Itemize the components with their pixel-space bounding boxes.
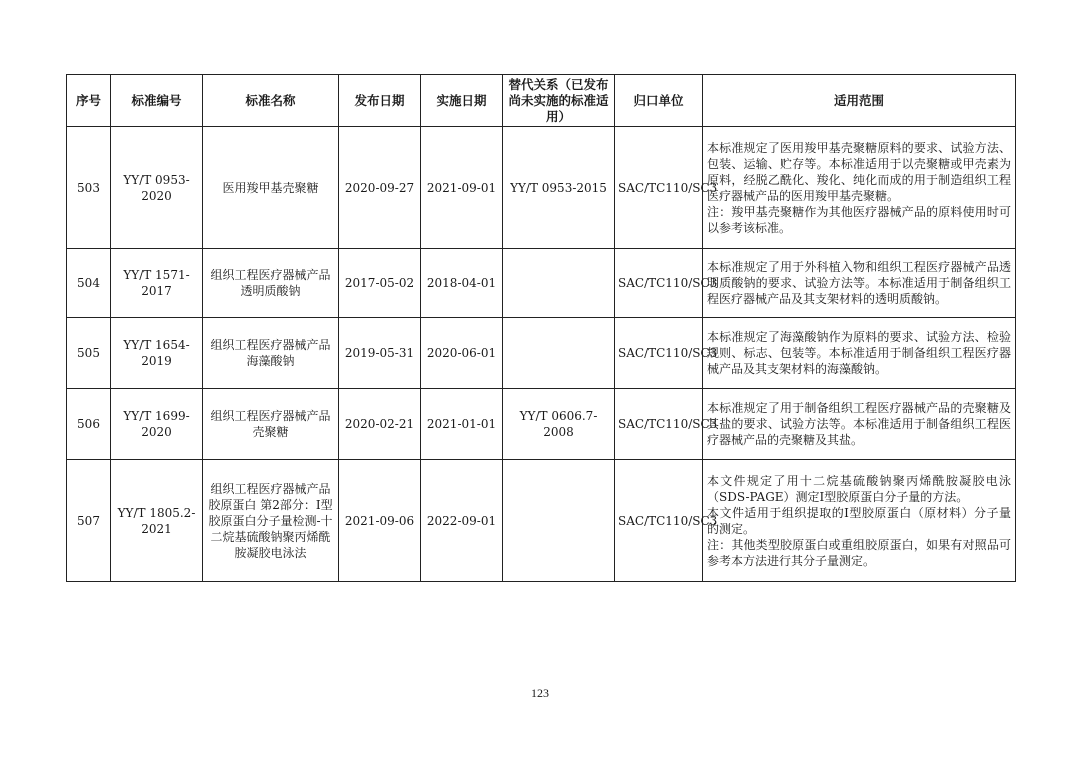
cell-replace [503,318,615,389]
cell-unit: SAC/TC110/SC3 [615,460,703,582]
cell-scope [703,460,1016,582]
cell-implement: 2022-09-01 [421,460,503,582]
cell-seq: 503 [67,127,111,249]
cell-replace [503,460,615,582]
header-row [67,75,1016,127]
header-seq: 序号 [67,75,111,127]
cell-code: YY/T 1571-2017 [111,249,203,318]
scope-paragraph: 本标准规定了用于制备组织工程医疗器械产品的壳聚糖及其盐的要求、试验方法等。本标准适用于制备组织工程医疗器械产品的壳聚糖及其盐。 [707,401,1011,447]
scope-note: 注：羧甲基壳聚糖作为其他医疗器械产品的原料使用时可以参考该标准。 [707,204,1011,235]
cell-replace: YY/T 0953-2015 [503,127,615,249]
cell-unit: SAC/TC110/SC3 [615,389,703,460]
cell-seq: 506 [67,389,111,460]
table-row [67,127,1016,249]
header-code: 标准编号 [111,75,203,127]
cell-unit: SAC/TC110/SC3 [615,127,703,249]
cell-publish: 2019-05-31 [339,318,421,389]
cell-publish: 2020-09-27 [339,127,421,249]
scope-paragraph: 本文件规定了用十二烷基硫酸钠聚丙烯酰胺凝胶电泳（SDS-PAGE）测定I型胶原蛋白分子量的方法。 [707,473,1011,504]
header-unit: 归口单位 [615,75,703,127]
cell-name: 组织工程医疗器械产品 海藻酸钠 [203,318,339,389]
header-scope: 适用范围 [703,75,1016,127]
cell-implement: 2021-09-01 [421,127,503,249]
cell-replace [503,249,615,318]
cell-seq: 504 [67,249,111,318]
cell-unit: SAC/TC110/SC3 [615,249,703,318]
standards-table [66,74,1016,582]
table-row [67,249,1016,318]
header-replace: 替代关系（已发布尚未实施的标准适用） [503,75,615,127]
cell-unit: SAC/TC110/SC3 [615,318,703,389]
cell-publish: 2020-02-21 [339,389,421,460]
scope-paragraph: 本标准规定了海藻酸钠作为原料的要求、试验方法、检验规则、标志、包装等。本标准适用于制备组织工程医疗器械产品及其支架材料的海藻酸钠。 [707,330,1011,376]
cell-implement: 2018-04-01 [421,249,503,318]
cell-code: YY/T 1805.2-2021 [111,460,203,582]
cell-replace: YY/T 0606.7-2008 [503,389,615,460]
cell-code: YY/T 1654-2019 [111,318,203,389]
cell-scope [703,389,1016,460]
table-row [67,318,1016,389]
cell-implement: 2021-01-01 [421,389,503,460]
scope-paragraph: 本标准规定了医用羧甲基壳聚糖原料的要求、试验方法、包装、运输、贮存等。本标准适用于以壳聚糖或甲壳素为原料，经脱乙酰化、羧化、纯化而成的用于制造组织工程医疗器械产品的医用羧甲基壳聚糖。 [707,140,1011,203]
cell-implement: 2020-06-01 [421,318,503,389]
cell-name: 组织工程医疗器械产品 胶原蛋白 第2部分：I型胶原蛋白分子量检测-十二烷基硫酸钠聚丙烯酰胺凝胶电泳法 [203,460,339,582]
cell-name: 医用羧甲基壳聚糖 [203,127,339,249]
cell-scope [703,318,1016,389]
cell-code: YY/T 0953-2020 [111,127,203,249]
page-number: 123 [531,686,549,700]
cell-seq: 507 [67,460,111,582]
table-row [67,460,1016,582]
scope-paragraph: 本标准规定了用于外科植入物和组织工程医疗器械产品透明质酸钠的要求、试验方法等。本标准适用于制备组织工程医疗器械产品及其支架材料的透明质酸钠。 [707,260,1011,306]
cell-scope [703,127,1016,249]
header-publish: 发布日期 [339,75,421,127]
cell-seq: 505 [67,318,111,389]
cell-publish: 2021-09-06 [339,460,421,582]
cell-code: YY/T 1699-2020 [111,389,203,460]
scope-note: 注：其他类型胶原蛋白或重组胶原蛋白，如果有对照品可参考本方法进行其分子量测定。 [707,537,1011,568]
cell-scope [703,249,1016,318]
header-implement: 实施日期 [421,75,503,127]
cell-name: 组织工程医疗器械产品 透明质酸钠 [203,249,339,318]
header-name: 标准名称 [203,75,339,127]
cell-name: 组织工程医疗器械产品 壳聚糖 [203,389,339,460]
scope-paragraph: 本文件适用于组织提取的I型胶原蛋白（原材料）分子量的测定。 [707,505,1011,536]
table-row [67,389,1016,460]
cell-publish: 2017-05-02 [339,249,421,318]
